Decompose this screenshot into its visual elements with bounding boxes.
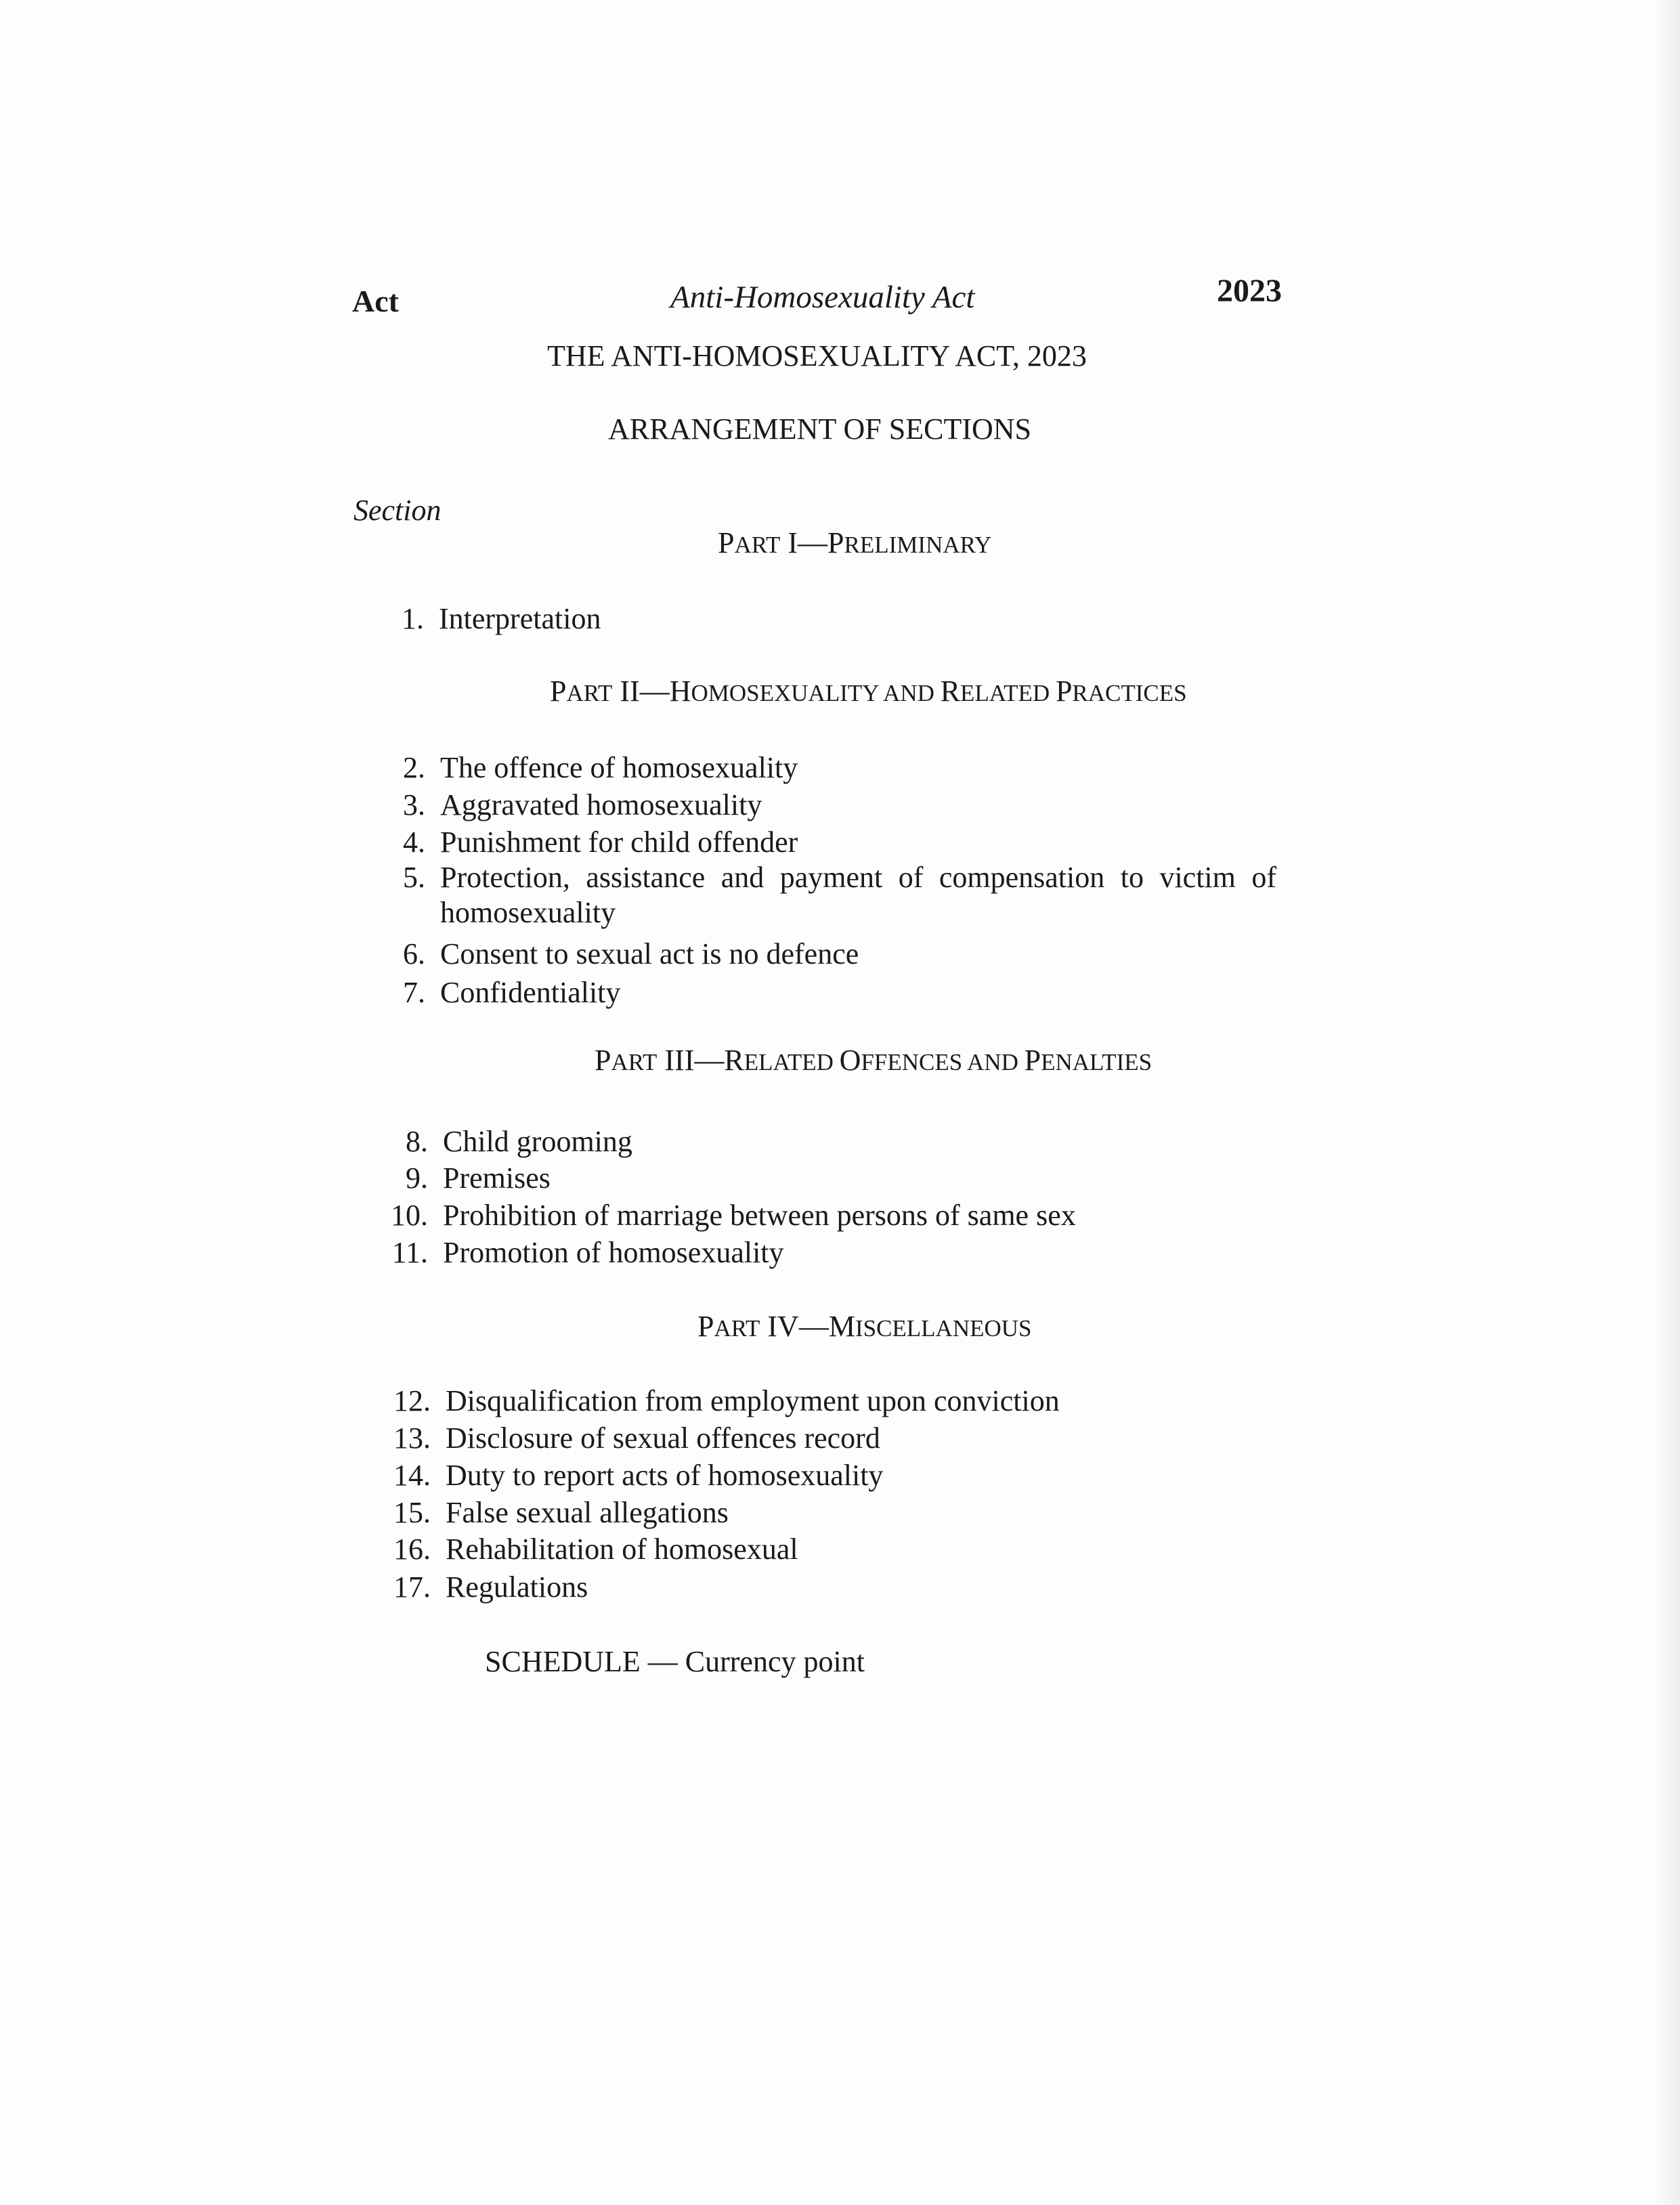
section-title: Child grooming — [443, 1125, 632, 1158]
section-number: 4. — [403, 826, 425, 859]
section-title: Regulations — [446, 1570, 588, 1604]
toc-item[interactable] — [363, 1421, 880, 1455]
arrangement-heading: ARRANGEMENT OF SECTIONS — [608, 412, 1032, 446]
section-number: 2. — [403, 751, 425, 784]
part-numeral: III— — [657, 1044, 725, 1077]
part-name-initial: P — [827, 526, 844, 559]
section-title: Disqualification from employment upon conviction — [446, 1384, 1060, 1417]
part-name-rest: ISCELLANEOUS — [855, 1315, 1032, 1342]
part-heading — [697, 1309, 1032, 1344]
part-heading — [595, 1043, 1152, 1077]
section-number: 9. — [406, 1161, 428, 1195]
toc-item[interactable] — [363, 1458, 883, 1493]
section-number: 16. — [393, 1533, 431, 1566]
part-heading — [718, 526, 991, 560]
section-title: Consent to sexual act is no defence — [440, 937, 859, 970]
part-name-rest: ELATED — [744, 1049, 840, 1075]
section-number: 11. — [391, 1236, 428, 1269]
toc-item[interactable] — [358, 860, 1276, 930]
part-name-initial: M — [828, 1310, 855, 1343]
part-name-initial: P — [1055, 675, 1073, 708]
running-header-title: Anti-Homosexuality Act — [670, 280, 975, 315]
part-label-initial: P — [697, 1310, 714, 1343]
toc-item[interactable] — [358, 788, 762, 822]
section-number: 5. — [403, 861, 425, 894]
toc-item[interactable] — [363, 1495, 729, 1530]
part-name-initial: R — [940, 675, 960, 708]
toc-item[interactable] — [358, 750, 798, 785]
part-label-initial: P — [595, 1044, 611, 1077]
section-number: 1. — [402, 602, 424, 635]
schedule-entry[interactable]: SCHEDULE — Currency point — [485, 1645, 865, 1678]
toc-item[interactable] — [360, 1235, 784, 1270]
part-heading — [550, 674, 1187, 708]
toc-item[interactable] — [358, 975, 620, 1010]
toc-item[interactable] — [360, 1198, 1076, 1233]
section-number: 7. — [403, 976, 425, 1009]
toc-item[interactable] — [358, 825, 798, 859]
section-title: Confidentiality — [440, 976, 621, 1009]
section-number: 8. — [406, 1125, 428, 1158]
toc-item[interactable] — [363, 1532, 798, 1566]
act-title: THE ANTI-HOMOSEXUALITY ACT, 2023 — [547, 339, 1087, 372]
running-header-year: 2023 — [1217, 273, 1282, 309]
page-edge-shadow — [1656, 0, 1680, 2205]
part-name-rest: FFENCES AND — [861, 1049, 1025, 1075]
section-title: Punishment for child offender — [440, 826, 798, 859]
section-column-label: Section — [353, 494, 441, 527]
toc-item[interactable] — [356, 601, 601, 636]
part-name-initial: P — [1024, 1044, 1041, 1077]
part-label-initial: P — [550, 675, 567, 708]
toc-item[interactable] — [360, 1124, 632, 1159]
toc-item[interactable] — [358, 937, 859, 971]
section-number: 13. — [393, 1421, 431, 1455]
part-label-initial: P — [718, 526, 735, 559]
toc-item[interactable] — [363, 1384, 1060, 1418]
part-numeral: II— — [612, 675, 670, 708]
part-label-rest: ART — [611, 1049, 658, 1075]
section-title: Interpretation — [439, 602, 601, 635]
section-number: 6. — [403, 937, 425, 970]
section-title: Premises — [443, 1161, 551, 1195]
section-number: 15. — [393, 1496, 431, 1529]
section-title: The offence of homosexuality — [440, 751, 798, 784]
section-number: 17. — [393, 1570, 431, 1604]
part-name-initial: R — [724, 1044, 744, 1077]
part-name-rest: OMOSEXUALITY AND — [691, 680, 941, 706]
section-number: 10. — [391, 1199, 428, 1232]
section-title: Disclosure of sexual offences record — [446, 1421, 880, 1455]
part-name-rest: RELIMINARY — [844, 532, 992, 558]
part-name-rest: ENALTIES — [1041, 1049, 1153, 1075]
section-title: Protection, assistance and payment of compensation to victim of homosexuality — [440, 861, 1276, 929]
section-number: 12. — [393, 1384, 431, 1417]
running-header-left: Act — [352, 284, 399, 318]
part-name-initial: O — [839, 1044, 861, 1077]
part-label-rest: ART — [734, 532, 781, 558]
section-title: Prohibition of marriage between persons of same sex — [443, 1199, 1076, 1232]
part-label-rest: ART — [714, 1315, 760, 1342]
section-number: 3. — [403, 788, 425, 821]
part-label-rest: ART — [566, 680, 613, 706]
section-title: Duty to report acts of homosexuality — [446, 1459, 884, 1492]
part-numeral: IV— — [760, 1310, 829, 1343]
toc-item[interactable] — [363, 1570, 588, 1604]
section-title: Aggravated homosexuality — [440, 788, 762, 821]
toc-item[interactable] — [360, 1161, 551, 1195]
part-name-rest: ELATED — [960, 680, 1056, 706]
part-numeral: I— — [780, 526, 828, 559]
section-title: Rehabilitation of homosexual — [446, 1533, 798, 1566]
section-number: 14. — [393, 1459, 431, 1492]
part-name-initial: H — [669, 675, 691, 708]
part-name-rest: RACTICES — [1072, 680, 1187, 706]
section-title: False sexual allegations — [446, 1496, 729, 1529]
section-title: Promotion of homosexuality — [443, 1236, 784, 1269]
